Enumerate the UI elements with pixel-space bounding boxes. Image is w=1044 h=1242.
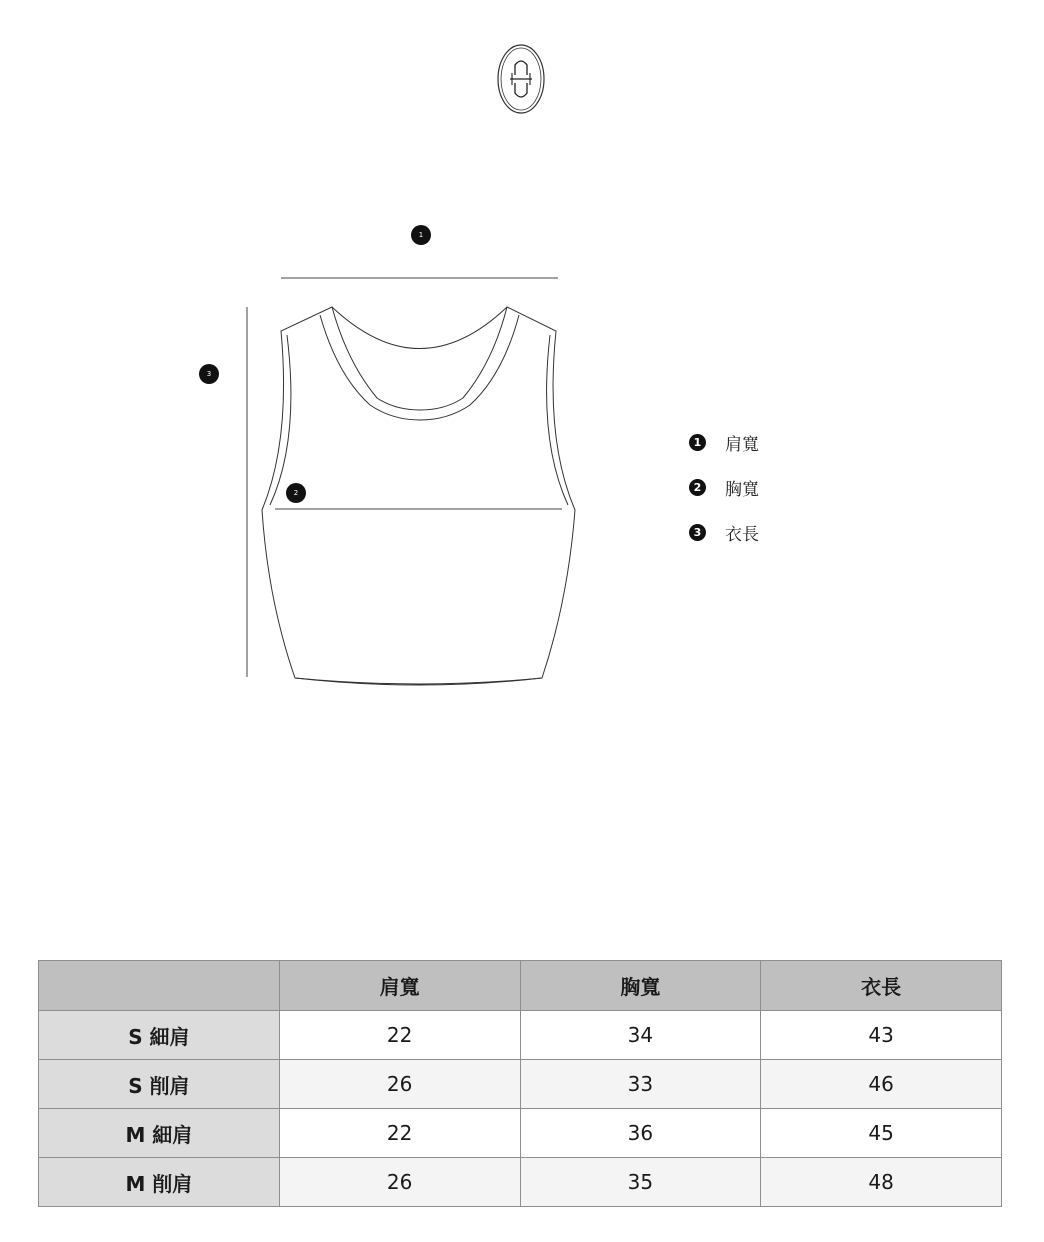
- legend-item-chest: [689, 476, 759, 498]
- table-row: [39, 1060, 1002, 1109]
- column-header: 肩寬: [279, 961, 520, 1011]
- marker-length: 3: [199, 364, 219, 384]
- legend-label: 衣長: [725, 524, 759, 545]
- legend-number: 1: [689, 434, 706, 451]
- row-header: S 削肩: [39, 1060, 280, 1109]
- row-header: M 削肩: [39, 1158, 280, 1207]
- armhole-left: [270, 335, 291, 505]
- table-row: [39, 1011, 1002, 1060]
- table-cell: 22: [279, 1109, 520, 1158]
- table-row: [39, 1109, 1002, 1158]
- table-cell: 36: [520, 1109, 761, 1158]
- legend-number: 3: [689, 524, 706, 541]
- table-cell: 22: [279, 1011, 520, 1060]
- neck-trim-inner: [320, 315, 519, 420]
- legend-label: 肩寬: [725, 434, 759, 455]
- table-cell: 26: [279, 1060, 520, 1109]
- table-cell: 48: [761, 1158, 1002, 1207]
- column-header: 衣長: [761, 961, 1002, 1011]
- size-table: [38, 960, 1002, 1207]
- top-outline: [262, 307, 575, 684]
- marker-shoulder: 1: [411, 225, 431, 245]
- table-cell: 35: [520, 1158, 761, 1207]
- row-header: M 細肩: [39, 1109, 280, 1158]
- table-cell: 45: [761, 1109, 1002, 1158]
- marker-chest: 2: [286, 483, 306, 503]
- table-cell: 43: [761, 1011, 1002, 1060]
- column-header: 胸寬: [520, 961, 761, 1011]
- legend-item-length: [689, 521, 759, 543]
- table-cell: 26: [279, 1158, 520, 1207]
- table-cell: 46: [761, 1060, 1002, 1109]
- row-header: S 細肩: [39, 1011, 280, 1060]
- legend-number: 2: [689, 479, 706, 496]
- legend-label: 胸寬: [725, 479, 759, 500]
- table-cell: 34: [520, 1011, 761, 1060]
- table-header-row: [39, 961, 1002, 1011]
- legend-item-shoulder: [689, 431, 759, 453]
- table-cell: 33: [520, 1060, 761, 1109]
- table-row: [39, 1158, 1002, 1207]
- measurement-legend: [689, 431, 759, 566]
- table-corner: [39, 961, 280, 1011]
